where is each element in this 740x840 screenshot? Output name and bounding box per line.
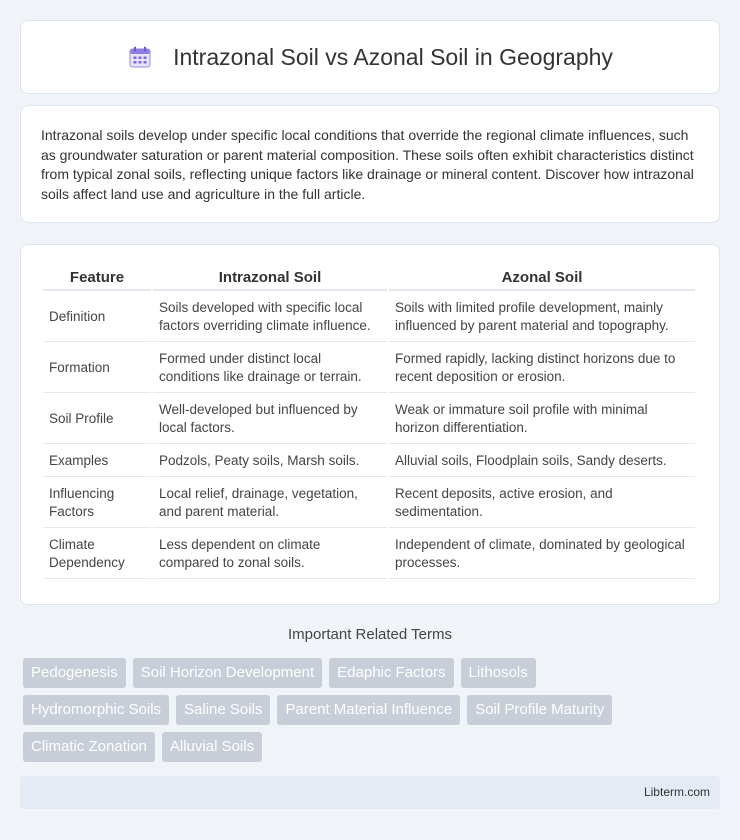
table-cell: Local relief, drainage, vegetation, and parent material. bbox=[153, 479, 387, 528]
comparison-card bbox=[20, 244, 720, 605]
table-cell: Podzols, Peaty soils, Marsh soils. bbox=[153, 446, 387, 477]
tag-parent-material-influence[interactable]: Parent Material Influence bbox=[277, 695, 460, 725]
related-terms bbox=[23, 658, 723, 769]
tag-row bbox=[23, 695, 723, 725]
tag-alluvial-soils[interactable]: Alluvial Soils bbox=[162, 732, 262, 762]
tag-pedogenesis[interactable]: Pedogenesis bbox=[23, 658, 126, 688]
table-row bbox=[43, 395, 695, 444]
footer bbox=[20, 776, 720, 809]
table-cell: Alluvial soils, Floodplain soils, Sandy deserts. bbox=[389, 446, 695, 477]
table-cell: Independent of climate, dominated by geological processes. bbox=[389, 530, 695, 579]
table-row bbox=[43, 293, 695, 342]
calendar-icon bbox=[127, 44, 153, 70]
tag-soil-profile-maturity[interactable]: Soil Profile Maturity bbox=[467, 695, 612, 725]
table-header-row bbox=[43, 267, 695, 291]
table-cell: Well-developed but influenced by local factors. bbox=[153, 395, 387, 444]
intro-card bbox=[20, 105, 720, 223]
table-cell: Formed under distinct local conditions like drainage or terrain. bbox=[153, 344, 387, 393]
table-row bbox=[43, 446, 695, 477]
table-cell: Influencing Factors bbox=[43, 479, 151, 528]
table-cell: Soils developed with specific local factors overriding climate influence. bbox=[153, 293, 387, 342]
title-card bbox=[20, 20, 720, 94]
table-cell: Climate Dependency bbox=[43, 530, 151, 579]
page-title: Intrazonal Soil vs Azonal Soil in Geography bbox=[173, 43, 613, 70]
tag-edaphic-factors[interactable]: Edaphic Factors bbox=[329, 658, 453, 688]
tag-saline-soils[interactable]: Saline Soils bbox=[176, 695, 270, 725]
column-header: Azonal Soil bbox=[389, 267, 695, 291]
tag-row bbox=[23, 658, 723, 688]
table-cell: Formed rapidly, lacking distinct horizons due to recent deposition or erosion. bbox=[389, 344, 695, 393]
table-cell: Less dependent on climate compared to zonal soils. bbox=[153, 530, 387, 579]
table-cell: Definition bbox=[43, 293, 151, 342]
column-header: Feature bbox=[43, 267, 151, 291]
tag-soil-horizon-development[interactable]: Soil Horizon Development bbox=[133, 658, 322, 688]
table-cell: Soil Profile bbox=[43, 395, 151, 444]
comparison-table bbox=[41, 265, 697, 581]
table-row bbox=[43, 344, 695, 393]
table-cell: Weak or immature soil profile with minimal horizon differentiation. bbox=[389, 395, 695, 444]
tag-climatic-zonation[interactable]: Climatic Zonation bbox=[23, 732, 155, 762]
tag-hydromorphic-soils[interactable]: Hydromorphic Soils bbox=[23, 695, 169, 725]
footer-site-link[interactable]: Libterm.com bbox=[643, 785, 710, 799]
intro-paragraph: Intrazonal soils develop under specific local conditions that override the regional climate influences, such as groundwater saturation or parent material composition. These soils often exhibit characteristics distinct from typical zonal soils, reflecting unique factors like drainage or mineral content. Discover how intrazonal soils affect land use and agriculture in the full article. bbox=[41, 127, 694, 202]
related-terms-title: Important Related Terms bbox=[288, 626, 452, 643]
table-cell: Formation bbox=[43, 344, 151, 393]
table-row bbox=[43, 479, 695, 528]
tag-row bbox=[23, 732, 723, 762]
column-header: Intrazonal Soil bbox=[153, 267, 387, 291]
table-cell: Soils with limited profile development, mainly influenced by parent material and topography. bbox=[389, 293, 695, 342]
tag-lithosols[interactable]: Lithosols bbox=[461, 658, 536, 688]
table-row bbox=[43, 530, 695, 579]
table-cell: Examples bbox=[43, 446, 151, 477]
table-cell: Recent deposits, active erosion, and sedimentation. bbox=[389, 479, 695, 528]
